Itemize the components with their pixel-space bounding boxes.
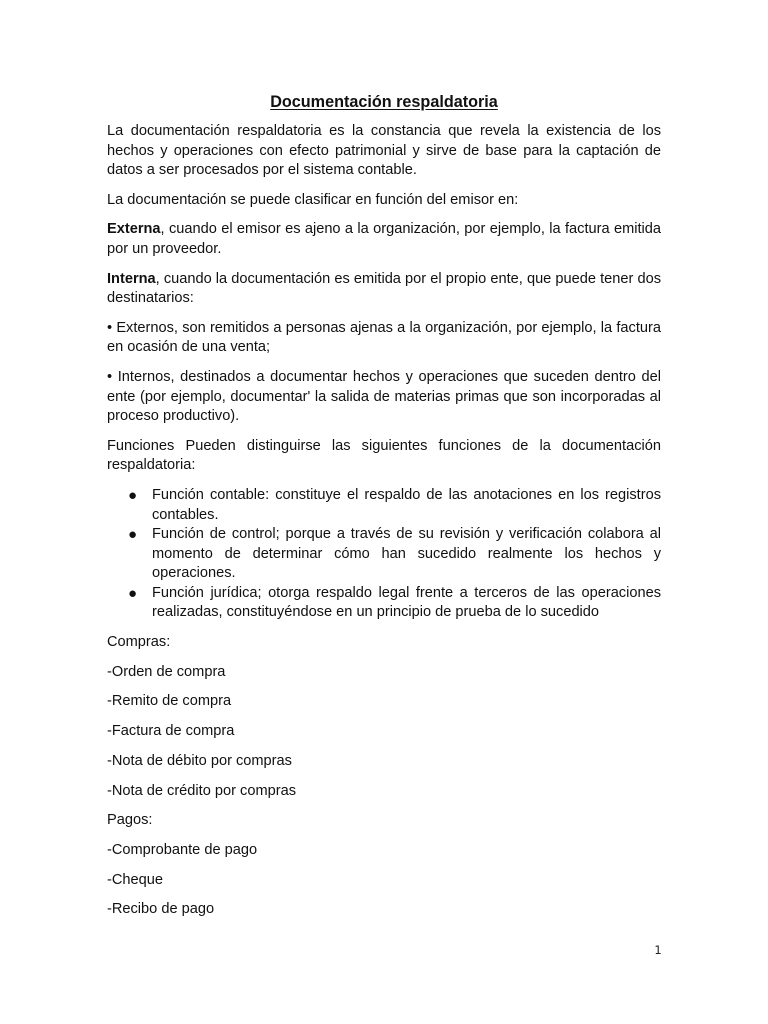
- document-page: [107, 92, 661, 930]
- pagos-item: -Comprobante de pago: [107, 841, 258, 858]
- compras-item: -Nota de débito por compras: [107, 752, 292, 769]
- compras-item: -Orden de compra: [107, 663, 226, 680]
- funcion-juridica-item: [107, 584, 661, 623]
- externa-paragraph: [107, 220, 661, 259]
- funcion-contable-item: [107, 486, 661, 525]
- interna-paragraph: [107, 270, 661, 309]
- classification-paragraph: La documentación se puede clasificar en función del emisor en:: [107, 191, 519, 208]
- compras-item: -Remito de compra: [107, 693, 232, 710]
- page-number: 1: [654, 943, 662, 957]
- pagos-item: -Cheque: [107, 871, 163, 888]
- funciones-intro-paragraph: Funciones Pueden distinguirse las siguientes funciones de la documentación respaldatoria:: [107, 437, 661, 474]
- interna-term: Interna: [107, 270, 156, 287]
- bullet-icon: ●: [128, 584, 138, 602]
- pagos-item: -Recibo de pago: [107, 901, 215, 918]
- funcion-contable-text: Función contable: constituye el respaldo de las anotaciones en los registros contables.: [152, 486, 661, 523]
- funcion-control-text: Función de control; porque a través de su revisión y verificación colabora al momento de determinar cómo han sucedido realmente los hechos y operaciones.: [152, 526, 661, 582]
- compras-heading: Compras:: [107, 634, 171, 651]
- internos-paragraph: • Internos, destinados a documentar hechos y operaciones que suceden dentro del ente (por ejemplo, documentar' la salida de materias primas que son incorporadas al proceso productivo).: [107, 368, 661, 425]
- funcion-juridica-text: Función jurídica; otorga respaldo legal frente a terceros de las operaciones realizadas, constituyéndose en un principio de prueba de lo sucedido: [152, 584, 661, 621]
- bullet-icon: ●: [128, 526, 138, 544]
- funciones-list: [107, 486, 661, 623]
- pagos-heading: Pagos:: [107, 812, 153, 829]
- intro-paragraph: La documentación respaldatoria es la constancia que revela la existencia de los hechos y operaciones con efecto patrimonial y sirve de base para la captación de datos a ser procesados por el sistema contable.: [107, 123, 661, 179]
- document-title: Documentación respaldatoria: [270, 93, 498, 111]
- bullet-icon: ●: [128, 486, 138, 504]
- compras-item: -Factura de compra: [107, 723, 235, 740]
- externa-term: Externa: [107, 221, 161, 238]
- externos-paragraph: • Externos, son remitidos a personas ajenas a la organización, por ejemplo, la factura en ocasión de una venta;: [107, 319, 661, 356]
- compras-item: -Nota de crédito por compras: [107, 782, 296, 799]
- funcion-control-item: [107, 525, 661, 584]
- interna-text: , cuando la documentación es emitida por el propio ente, que puede tener dos destinatarios:: [107, 270, 661, 307]
- externa-text: , cuando el emisor es ajeno a la organización, por ejemplo, la factura emitida por un proveedor.: [107, 221, 661, 257]
